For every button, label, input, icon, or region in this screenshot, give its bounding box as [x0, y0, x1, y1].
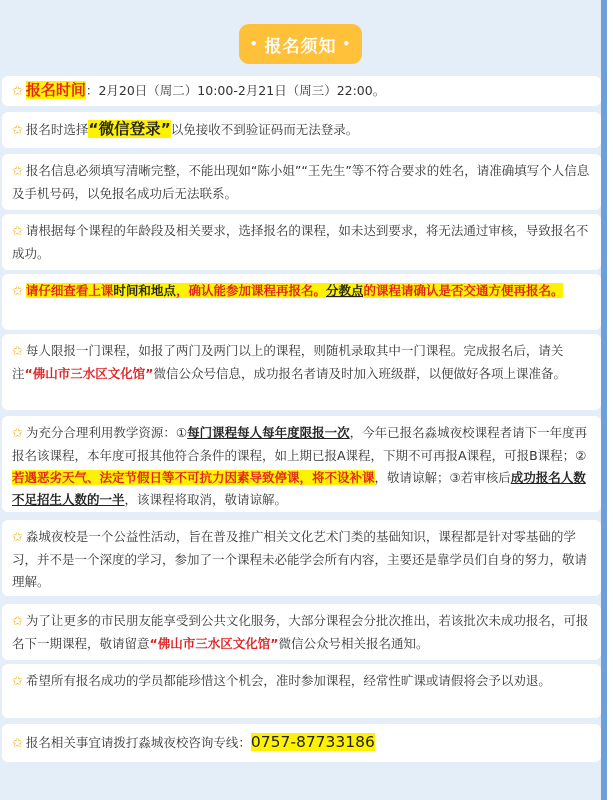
login-post: 以免接收不到验证码而无法登录。 — [170, 122, 359, 137]
resources-d: 若遇恶劣天气、法定节假日等不可抗力因素导致停课，将不设补课 — [12, 470, 375, 485]
location-p1: 请仔细查看上课 — [25, 283, 114, 298]
header-title-pill — [239, 24, 362, 64]
notice-item-welfare — [2, 520, 601, 596]
star-icon: ✩ — [12, 674, 23, 689]
notice-item-resources — [2, 416, 601, 512]
location-p3: ，确认能参加课程再报名。 — [175, 283, 326, 298]
cherish-text: 希望所有报名成功的学员都能珍惜这个机会，准时参加课程，经常性旷课或请假将会予以劝退。 — [25, 673, 551, 688]
location-p5: 的课程请确认是否交通方便再报名。 — [363, 283, 564, 298]
notice-item-cherish — [2, 664, 601, 718]
resources-e: ，敬请谅解；③若审核后 — [374, 470, 511, 485]
header-title: 报名须知 — [264, 36, 337, 57]
batches-pre: 为了让更多的市民朋友能享受到公共文化服务，大部分课程会分批次推出，若该批次未成功报名，可报名下一期课程，敬请留意 — [12, 613, 589, 651]
resources-b: 每门课程每人每年度限报一次 — [187, 425, 350, 440]
batches-post: 微信公众号相关报名通知。 — [278, 636, 429, 651]
resources-a: 为充分合理利用教学资源：① — [25, 425, 188, 440]
header-dot-right: • — [342, 37, 352, 51]
batches-brand: “佛山市三水区文化馆” — [149, 636, 279, 651]
one-course-brand: “佛山市三水区文化馆” — [24, 366, 154, 381]
location-p4: 分教点 — [325, 283, 364, 298]
time-label: 报名时间 — [25, 81, 86, 99]
age-text: 请根据每个课程的年龄段及相关要求，选择报名的课程，如未达到要求，将无法通过审核，导致报名不成功。 — [12, 223, 589, 261]
star-icon: ✩ — [12, 736, 23, 751]
resources-c: ，今年已报名淼城夜校课程者请下一年度再报名该课程，本年度可报其他符合条件的课程，如上期已报A课程，下期不可再报A课程，可报B课程；② — [12, 425, 588, 463]
hotline-phone: 0757-87733186 — [250, 733, 375, 751]
info-text: 报名信息必须填写清晰完整，不能出现如“陈小姐”“王先生”等不符合要求的姓名，请准确填写个人信息及手机号码，以免报名成功后无法联系。 — [12, 163, 590, 201]
notice-item-time — [2, 76, 601, 106]
login-highlight: “微信登录” — [88, 120, 171, 138]
star-icon: ✩ — [12, 224, 23, 239]
resources-f: 成功报名人数不足招生人数的一半 — [12, 470, 586, 507]
login-pre: 报名时选择 — [25, 122, 89, 137]
star-icon: ✩ — [12, 164, 23, 179]
notice-item-login — [2, 112, 601, 148]
star-icon: ✩ — [12, 530, 23, 545]
welfare-text: 淼城夜校是一个公益性活动，旨在普及推广相关文化艺术门类的基础知识，课程都是针对零基础的学习，并不是一个深度的学习，参加了一个课程未必能学会所有内容，主要还是靠学员们自身的努力，敬请理解。 — [12, 529, 588, 589]
resources-g: ，该课程将取消，敬请谅解。 — [124, 492, 288, 507]
one-course-post: 微信公众号信息，成功报名者请及时加入班级群，以便做好各项上课准备。 — [153, 366, 566, 381]
hotline-pre: 报名相关事宜请拨打淼城夜校咨询专线： — [25, 735, 251, 750]
header-dot-left: • — [249, 37, 259, 51]
time-text: 2月20日（周二）10:00-2月21日（周三）22:00。 — [98, 83, 386, 98]
time-colon: ： — [85, 83, 99, 98]
notice-item-age — [2, 214, 601, 270]
star-icon: ✩ — [12, 284, 23, 299]
notice-item-location — [2, 274, 601, 330]
one-course-pre: 每人限报一门课程，如报了两门及两门以上的课程，则随机录取其中一门课程。完成报名后，请关注 — [12, 343, 564, 381]
location-p2: 时间和地点 — [113, 283, 176, 298]
star-icon: ✩ — [12, 614, 23, 629]
notice-item-one-course — [2, 334, 601, 410]
notice-item-batches — [2, 604, 601, 660]
star-icon: ✩ — [12, 426, 23, 441]
notice-item-info — [2, 154, 601, 210]
star-icon: ✩ — [12, 344, 23, 359]
star-icon: ✩ — [12, 84, 23, 99]
star-icon: ✩ — [12, 123, 23, 138]
notice-item-hotline — [2, 724, 601, 762]
